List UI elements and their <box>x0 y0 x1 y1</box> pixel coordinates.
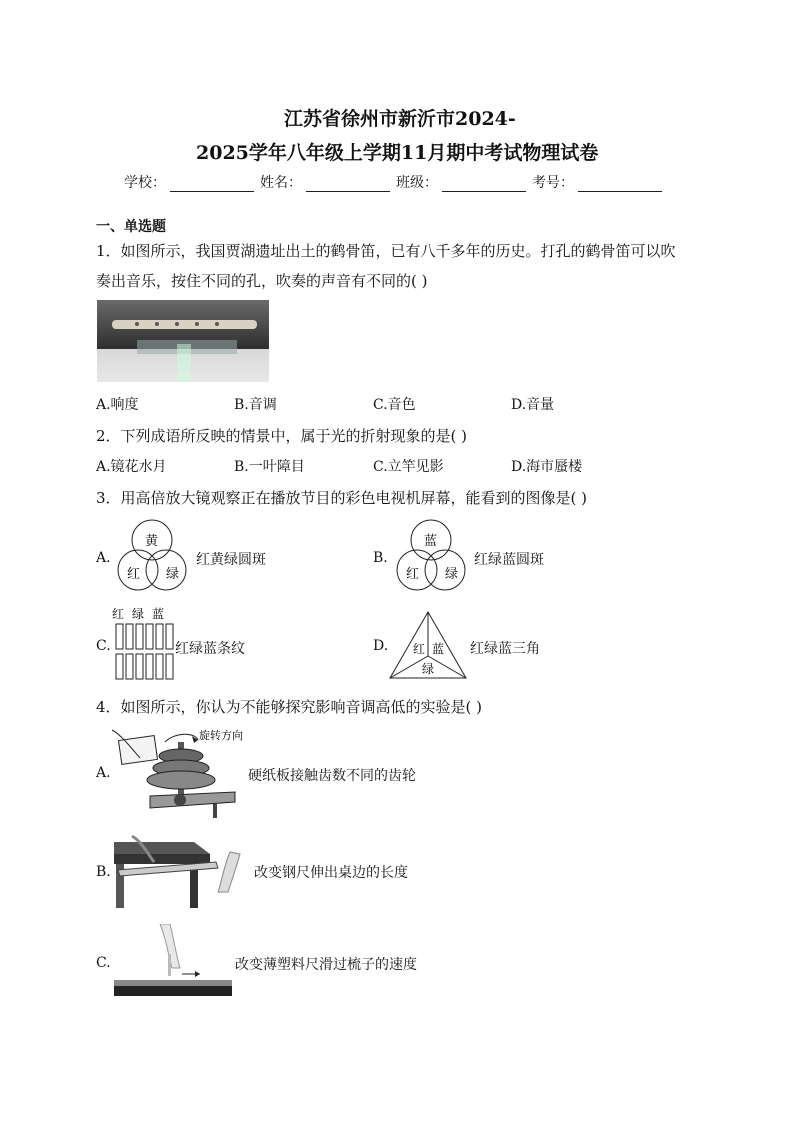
q3-c-label-green: 绿 <box>132 607 145 621</box>
title-line-2: 2025学年八年级上学期11月期中考试物理试卷 <box>196 142 599 164</box>
q2-stem: 2．下列成语所反映的情景中，属于光的折射现象的是( ) <box>96 427 468 445</box>
q2-option-a[interactable]: A.镜花水月 <box>96 459 167 475</box>
q3-option-c-desc: 红绿蓝条纹 <box>175 641 245 657</box>
q4-option-c-letter[interactable]: C. <box>96 955 111 971</box>
q3-option-d-letter[interactable]: D. <box>373 638 389 654</box>
exam-number-label: 考号： <box>532 175 574 191</box>
school-blank[interactable] <box>170 177 254 192</box>
q3-b-label-left: 红 <box>406 567 420 582</box>
q3-a-label-left: 红 <box>127 567 141 582</box>
q4-stem: 4．如图所示，你认为不能够探究影响音调高低的实验是( ) <box>96 698 483 716</box>
name-blank[interactable] <box>306 177 390 192</box>
q3-option-b-letter[interactable]: B. <box>373 550 388 566</box>
q1-option-d[interactable]: D.音量 <box>511 397 555 413</box>
class-label: 班级： <box>396 175 438 191</box>
q3-option-a-venn <box>108 518 194 594</box>
q3-a-label-top: 黄 <box>145 534 159 549</box>
q3-option-c-letter[interactable]: C. <box>96 638 111 654</box>
q3-option-c-stripes <box>110 604 176 682</box>
q4-option-a-gear-illustration <box>110 724 245 824</box>
q3-stem: 3．用高倍放大镜观察正在播放节目的彩色电视机屏幕，能看到的图像是( ) <box>96 489 588 507</box>
bone-flute-illustration <box>97 300 269 382</box>
q3-option-d-triangle <box>388 610 468 682</box>
name-label: 姓名： <box>260 175 302 191</box>
q3-option-b-desc: 红绿蓝圆斑 <box>474 552 544 568</box>
q1-stem-line-2: 奏出音乐，按住不同的孔，吹奏的声音有不同的( ) <box>96 272 428 290</box>
q3-option-a-letter[interactable]: A. <box>96 550 111 566</box>
q3-option-a-desc: 红黄绿圆斑 <box>196 552 266 568</box>
q3-b-label-right: 绿 <box>445 567 459 582</box>
rotation-direction-label: 旋转方向 <box>199 729 243 742</box>
q3-c-label-blue: 蓝 <box>152 607 165 621</box>
q2-option-d[interactable]: D.海市蜃楼 <box>511 459 583 475</box>
title-line-1: 江苏省徐州市新沂市2024- <box>284 108 516 130</box>
q4-option-c-comb-illustration <box>112 924 234 1000</box>
school-label: 学校： <box>124 175 166 191</box>
q1-option-b[interactable]: B.音调 <box>234 397 277 413</box>
q3-c-label-red: 红 <box>112 607 125 621</box>
q3-d-label-blue: 蓝 <box>432 642 445 656</box>
q2-option-b[interactable]: B.一叶障目 <box>234 459 305 475</box>
bone-flute-photo <box>97 300 269 382</box>
class-blank[interactable] <box>442 177 526 192</box>
q3-d-label-green: 绿 <box>422 662 435 676</box>
q1-stem-line-1: 1．如图所示，我国贾湖遗址出土的鹤骨笛，已有八千多年的历史。打孔的鹤骨笛可以吹 <box>96 242 676 260</box>
q4-option-b-ruler-illustration <box>114 832 250 910</box>
q4-option-a-desc: 硬纸板接触齿数不同的齿轮 <box>248 768 416 784</box>
section-title: 一、单选题 <box>96 219 166 235</box>
q1-option-c[interactable]: C.音色 <box>373 397 416 413</box>
q3-d-label-red: 红 <box>413 642 426 656</box>
q4-option-b-letter[interactable]: B. <box>96 864 111 880</box>
q4-option-a-letter[interactable]: A. <box>96 765 111 781</box>
q1-option-a[interactable]: A.响度 <box>96 397 139 413</box>
q4-option-c-desc: 改变薄塑料尺滑过梳子的速度 <box>235 957 417 973</box>
q3-a-label-right: 绿 <box>166 567 180 582</box>
q2-option-c[interactable]: C.立竿见影 <box>373 459 444 475</box>
exam-number-blank[interactable] <box>578 177 662 192</box>
student-info-row <box>124 172 668 192</box>
q3-option-b-venn <box>387 518 473 594</box>
q3-b-label-top: 蓝 <box>424 534 438 549</box>
q3-option-d-desc: 红绿蓝三角 <box>470 641 540 657</box>
q4-option-b-desc: 改变钢尺伸出桌边的长度 <box>254 865 408 881</box>
